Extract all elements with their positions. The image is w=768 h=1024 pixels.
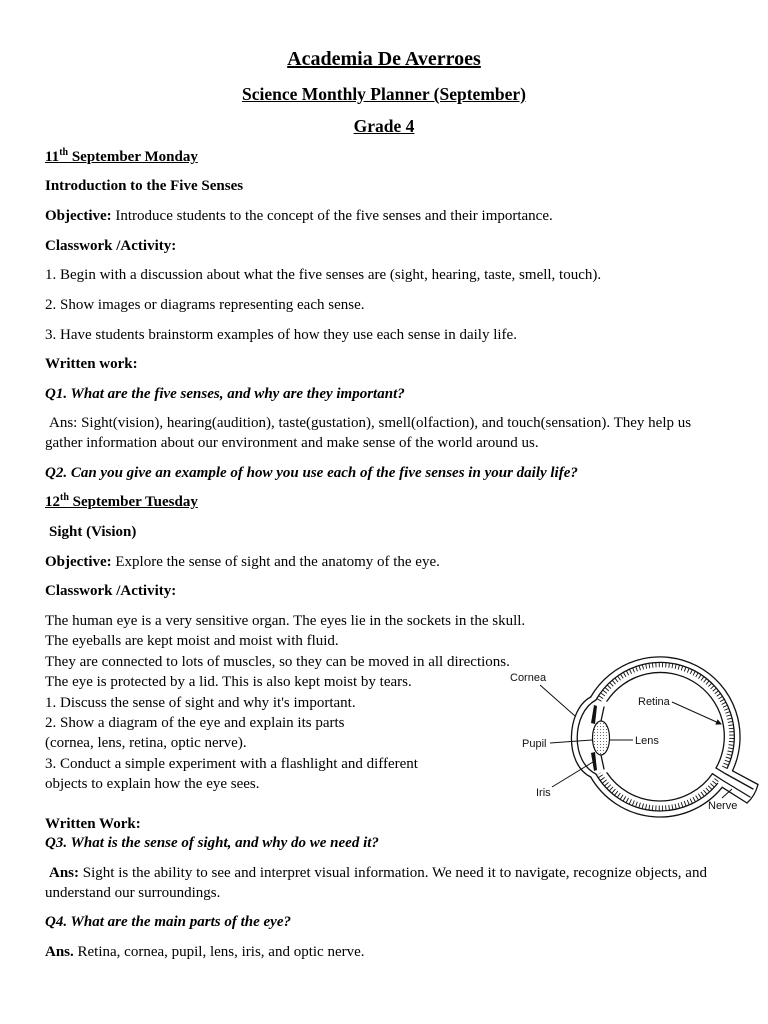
eye-description-line: objects to explain how the eye sees. [45,776,260,793]
answer-4-text: Retina, cornea, pupil, lens, iris, and optic nerve. [73,944,365,960]
day2-date-suffix: th [60,492,69,503]
answer-1: Ans: Sight(vision), hearing(audition), taste(gustation), smell(olfaction), and touch(sensation). They help us gather information about our environment and make sense of the world around us. [45,415,692,451]
day2-classwork-label: Classwork /Activity: [45,583,177,599]
day1-classwork-label: Classwork /Activity: [45,238,177,254]
answer-3-label: Ans: [49,865,80,881]
day1-activity-3: 3. Have students brainstorm examples of how they use each sense in daily life. [45,327,517,343]
sclera-outer-upper [591,657,740,771]
retina-upper [607,672,724,768]
day2-written-label: Written Work: [45,816,141,832]
question-1: Q1. What are the five senses, and why are they important? [45,386,405,402]
day2-date-number: 12 [45,494,60,510]
eye-description-line: They are connected to lots of muscles, so they can be moved in all directions. [45,653,510,670]
ciliary-upper [601,707,604,721]
day1-objective-label: Objective: [45,208,112,224]
answer-3-text: Sight is the ability to see and interpret visual information. We need it to navigate, recognize objects, and understand our surroundings. [45,865,707,901]
lens-shape [593,721,610,755]
choroid-layer-lower [599,774,717,808]
eye-description-line: 2. Show a diagram of the eye and explain its parts [45,715,345,732]
cornea-pointer [540,685,575,716]
nerve-label: Nerve [708,800,738,812]
day1-written-label: Written work: [45,356,138,372]
day1-topic: Introduction to the Five Senses [45,178,244,194]
retina-label: Retina [638,696,670,708]
grade-title: Grade 4 [353,116,415,136]
day1-date-suffix: th [59,147,69,158]
question-2: Q2. Can you give an example of how you use each of the five senses in your daily life? [45,465,578,481]
day1-objective-text: Introduce students to the concept of the five senses and their importance. [111,208,553,224]
eye-description-line: The eye is protected by a lid. This is also kept moist by tears. [45,674,412,691]
day2-objective-text: Explore the sense of sight and the anatomy of the eye. [111,554,440,570]
iris-upper [591,705,597,724]
day1-activity-1: 1. Begin with a discussion about what the five senses are (sight, hearing, taste, smell, touch). [45,267,602,283]
eye-diagram [500,650,760,822]
pupil-label: Pupil [522,738,547,750]
planner-title: Science Monthly Planner (September) [241,84,526,104]
day1-objective [45,207,553,225]
day2-date-text: September Tuesday [68,494,198,510]
day2-topic: Sight (Vision) [49,524,137,540]
retina-pointer [672,702,721,724]
day1-heading [45,148,198,166]
sclera-inner-upper [596,662,734,768]
cornea-label: Cornea [510,672,547,684]
day2-objective [45,553,440,571]
day1-activity-2: 2. Show images or diagrams representing each sense. [45,297,365,313]
question-4: Q4. What are the main parts of the eye? [45,914,291,930]
eye-description-line: The human eye is a very sensitive organ. The eyes lie in the sockets in the skull. [45,613,526,629]
optic-nerve-upper [733,771,759,785]
lens-label: Lens [635,735,659,747]
iris-label: Iris [536,787,551,799]
answer-4 [45,943,365,961]
eye-description [45,611,525,795]
eye-description-line: 3. Conduct a simple experiment with a flashlight and different [45,755,418,772]
day2-heading [45,493,198,511]
eye-description-line: 1. Discuss the sense of sight and why it's important. [45,694,356,711]
answer-4-label: Ans. [45,944,74,960]
answer-3 [45,863,722,903]
school-title: Academia De Averroes [287,48,481,70]
eye-description-line: (cornea, lens, retina, optic nerve). [45,735,247,752]
eye-description-line: The eyeballs are kept moist and moist with fluid. [45,633,339,650]
ciliary-lower [601,755,604,769]
day1-date-number: 11 [45,149,60,165]
day2-objective-label: Objective: [45,554,112,570]
choroid-layer-upper [599,665,732,769]
sclera-inner-lower [596,774,718,811]
question-3: Q3. What is the sense of sight, and why do we need it? [45,835,379,851]
day1-date-text: September Monday [68,149,198,165]
iris-lower [591,752,597,771]
